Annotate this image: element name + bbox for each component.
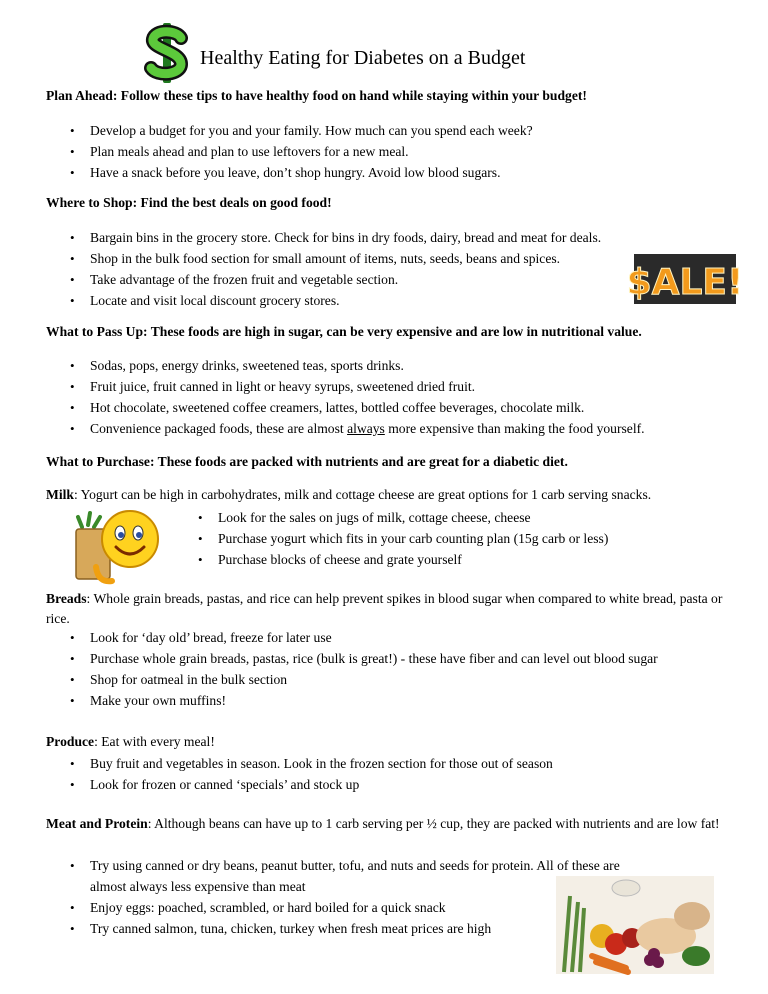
milk-text: : Yogurt can be high in carbohydrates, milk and cottage cheese are great options for 1 carb serving snacks. [73,487,652,502]
list-item [70,418,645,439]
list-item: • Shop in the bulk food section for small amount of items, nuts, seeds, beans and spices. [70,248,601,269]
pass-up-list [70,355,645,439]
breads-label: Breads [46,591,87,606]
healthy-food-image [556,876,714,974]
list-item: • Purchase blocks of cheese and grate yourself [198,549,608,570]
dollar-sign-icon [143,22,191,84]
list-item: • Purchase whole grain breads, pastas, rice (bulk is great!) - these have fiber and can level out blood sugar [70,648,658,669]
underlined-word: always [347,421,385,436]
list-item: • Make your own muffins! [70,690,658,711]
list-item-text: Convenience packaged foods, these are almost [90,421,348,436]
plan-ahead-heading: Plan Ahead: Follow these tips to have healthy food on hand while staying within your budget! [46,88,587,103]
meat-list [70,855,620,939]
meat-text: : Although beans can have up to 1 carb serving per ½ cup, they are packed with nutrients and are low fat! [147,816,720,831]
produce-text: : Eat with every meal! [94,734,215,749]
breads-list [70,627,658,711]
page-title: Healthy Eating for Diabetes on a Budget [200,47,526,69]
list-item: • Fruit juice, fruit canned in light or heavy syrups, sweetened dried fruit. [70,376,645,397]
milk-paragraph [46,485,726,505]
list-item: • Purchase yogurt which fits in your carb counting plan (15g carb or less) [198,528,608,549]
list-item [70,855,620,897]
milk-label: Milk [46,487,74,502]
where-to-shop-list [70,227,601,311]
produce-paragraph [46,732,726,752]
list-item: • Develop a budget for you and your family. How much can you spend each week? [70,120,533,141]
list-item: • Look for the sales on jugs of milk, cottage cheese, cheese [198,507,608,528]
list-item: • Take advantage of the frozen fruit and vegetable section. [70,269,601,290]
sale-text: $ALE! [626,262,744,303]
plan-ahead-list [70,120,533,183]
purchase-heading: What to Purchase: These foods are packed with nutrients and are great for a diabetic diet. [46,454,568,469]
list-item: • Shop for oatmeal in the bulk section [70,669,658,690]
list-item-text: Try using canned or dry beans, peanut butter, tofu, and nuts and seeds for protein. All of these are [90,858,620,873]
produce-list [70,753,553,795]
list-item: • Try canned salmon, tuna, chicken, turkey when fresh meat prices are high [70,918,620,939]
meat-paragraph [46,814,726,834]
list-item: • Enjoy eggs: poached, scrambled, or hard boiled for a quick snack [70,897,620,918]
list-item-text: almost always less expensive than meat [90,879,306,894]
list-item: • Locate and visit local discount grocery stores. [70,290,601,311]
breads-paragraph [46,589,726,629]
produce-label: Produce [46,734,95,749]
smiley-grocery-bag-image [68,505,164,587]
list-item: • Plan meals ahead and plan to use leftovers for a new meal. [70,141,533,162]
list-item: • Look for ‘day old’ bread, freeze for later use [70,627,658,648]
meat-label: Meat and Protein [46,816,148,831]
list-item: • Have a snack before you leave, don’t shop hungry. Avoid low blood sugars. [70,162,533,183]
pass-up-heading: What to Pass Up: These foods are high in sugar, can be very expensive and are low in nutritional value. [46,324,642,339]
sale-sign-image [626,254,744,304]
list-item: • Hot chocolate, sweetened coffee creamers, lattes, bottled coffee beverages, chocolate milk. [70,397,645,418]
where-to-shop-heading: Where to Shop: Find the best deals on good food! [46,195,332,210]
breads-text: : Whole grain breads, pastas, and rice can help prevent spikes in blood sugar when compared to white bread, pasta or rice. [46,591,723,626]
list-item: • Buy fruit and vegetables in season. Look in the frozen section for those out of season [70,753,553,774]
list-item: • Sodas, pops, energy drinks, sweetened teas, sports drinks. [70,355,645,376]
list-item: • Bargain bins in the grocery store. Check for bins in dry foods, dairy, bread and meat for deals. [70,227,601,248]
list-item-text: more expensive than making the food yourself. [384,421,645,436]
milk-list [198,507,608,570]
list-item: • Look for frozen or canned ‘specials’ and stock up [70,774,553,795]
